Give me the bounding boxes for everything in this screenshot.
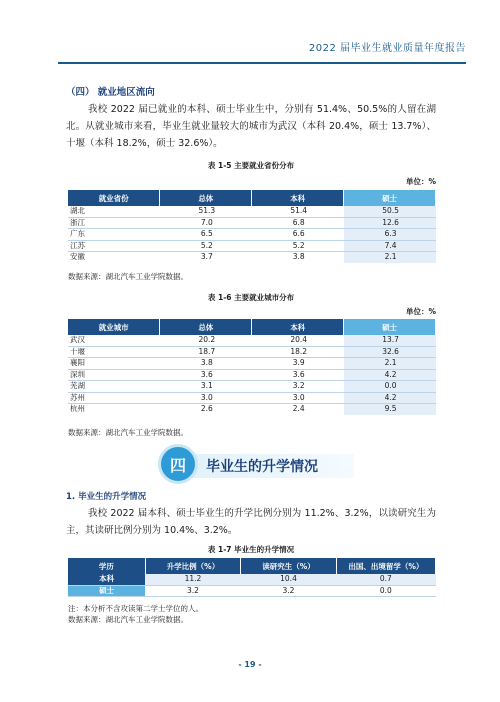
table-row [68,229,436,241]
table-cell: 广东 [68,229,160,241]
table-cell: 2.4 [292,404,305,413]
table-cell: 50.5 [344,206,436,217]
table-row [68,240,436,252]
table-cell: 11.2 [145,574,241,585]
table-row [68,369,436,381]
table-cell: 襄阳 [68,358,160,370]
table-cell: 浙江 [68,217,160,229]
table-cell: 12.6 [344,217,436,229]
table-cell: 2.1 [344,252,436,263]
table-cell: 3.2 [241,585,337,597]
column-header: 升学比例（%） [145,558,241,574]
table-cell: 6.6 [252,229,344,241]
table-cell: 13.7 [344,335,436,346]
table-cell: 3.0 [160,392,252,404]
table-cell: 10.4 [241,574,337,585]
table-row [68,206,436,217]
column-header: 本科 [252,190,344,206]
table-1-5-unit: 单位：% [405,177,436,186]
table-cell: 5.2 [160,240,252,252]
table-cell: 0.7 [336,574,435,585]
table-cell: 4.2 [344,369,436,381]
table-header-row [68,319,436,335]
table-cell: 3.9 [252,358,344,370]
table-row [68,358,436,370]
column-header: 读研究生（%） [241,558,337,574]
chapter-4-banner [158,450,358,480]
header-rule [58,62,466,64]
table-row [68,392,436,404]
table-cell: 3.2 [145,585,241,597]
table-cell: 本科 [68,574,145,585]
table-cell: 20.2 [160,335,252,346]
table-cell: 7.4 [344,240,436,252]
table-header-row [68,558,436,574]
table-cell: 深圳 [68,369,160,381]
table-cell: 3.8 [160,358,252,370]
table-1-6-unit: 单位：% [405,307,436,316]
column-header: 本科 [252,319,344,335]
table-1-7-source: 数据来源：湖北汽车工业学院数据。 [68,615,188,624]
table-cell: 20.4 [252,335,344,346]
table-cell: 3.2 [252,381,344,393]
table-cell: 51.3 [160,206,252,217]
table-1-6-caption: 表 1-6 主要就业城市分布 [207,293,295,302]
table-1-5-source: 数据来源：湖北汽车工业学院数据。 [68,272,188,281]
page-number: - 19 - [238,660,262,669]
chapter-number-badge: 四 [158,444,198,484]
table-cell: 3.1 [160,381,252,393]
table-header-row [68,190,436,206]
column-header: 硕士 [344,190,436,206]
table-cell: 2.6 [200,404,213,413]
table-row [68,404,436,415]
table-cell: 十堰 [68,346,160,358]
column-header: 学历 [68,558,145,574]
table-cell: 6.8 [252,217,344,229]
table-1-5-caption: 表 1-5 主要就业省份分布 [207,161,295,170]
table-cell: 32.6 [344,346,436,358]
table-cell: 安徽 [70,252,85,261]
column-header: 就业城市 [68,319,160,335]
table-cell: 湖北 [68,206,160,217]
table-cell: 硕士 [68,585,145,597]
table-cell: 6.3 [344,229,436,241]
table-cell: 4.2 [344,392,436,404]
employment-region-paragraph: 我校 2022 届已就业的本科、硕士毕业生中，分别有 51.4%、50.5%的人留在湖北。从就业城市来看，毕业生就业量较大的城市为武汉（本科 20.4%，硕士 13.7%）、十堰（本科 18.2%，硕士 32.6%）。 [66,104,436,149]
table-cell: 芜湖 [68,381,160,393]
table-cell: 杭州 [70,404,85,413]
table-cell: 3.7 [200,252,213,261]
table-row [68,252,436,263]
table-1-7-caption: 表 1-7 毕业生的升学情况 [207,545,295,554]
running-header: 2022 届毕业生就业质量年度报告 [308,43,466,54]
column-header: 总体 [160,319,252,335]
table-cell: 2.1 [344,358,436,370]
table-cell: 武汉 [68,335,160,346]
table-1-6 [68,319,436,415]
table-cell: 9.5 [344,404,436,415]
further-study-paragraph: 我校 2022 届本科、硕士毕业生的升学比例分别为 11.2%、3.2%，以读研究生为主，其读研比例分别为 10.4%、3.2%。 [66,508,436,536]
table-1-7-note: 注：本分析不含攻读第二学士学位的人。 [68,604,203,613]
table-row [68,574,436,585]
column-header: 硕士 [344,319,436,335]
subsection-heading-further-study: 1. 毕业生的升学情况 [66,492,147,502]
column-header: 就业省份 [68,190,160,206]
table-cell: 5.2 [252,240,344,252]
table-cell: 3.8 [292,252,305,261]
table-1-6-source: 数据来源：湖北汽车工业学院数据。 [68,428,188,437]
table-row [68,217,436,229]
section-heading-employment-region: （四） 就业地区流向 [66,87,155,98]
table-row [68,381,436,393]
table-1-7 [68,558,436,597]
table-cell: 3.6 [252,369,344,381]
column-header: 总体 [160,190,252,206]
table-cell: 0.0 [344,381,436,393]
table-row [68,335,436,346]
table-cell: 3.6 [160,369,252,381]
chapter-title: 毕业生的升学情况 [206,459,318,475]
table-cell: 6.5 [160,229,252,241]
table-cell: 苏州 [68,392,160,404]
table-cell: 18.7 [160,346,252,358]
table-cell: 18.2 [252,346,344,358]
table-cell: 3.0 [252,392,344,404]
table-cell: 江苏 [68,240,160,252]
table-cell: 7.0 [160,217,252,229]
table-cell: 0.0 [336,585,435,597]
table-row [68,585,436,597]
table-1-5 [68,190,436,263]
table-cell: 51.4 [252,206,344,217]
table-row [68,346,436,358]
column-header: 出国、出境留学（%） [336,558,435,574]
